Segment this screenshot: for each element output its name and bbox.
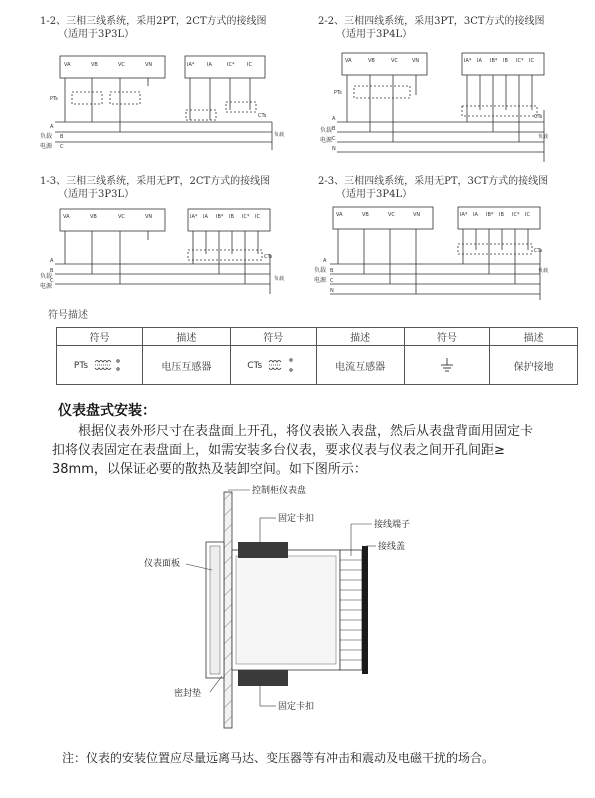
d12-load-label: 负载 <box>40 133 53 140</box>
diagram-1-2-title-line2: （适用于3P3L） <box>58 29 135 40</box>
d13-term-ic: IC <box>255 214 260 220</box>
d22-ct-label: CTs <box>534 114 543 120</box>
pt-symbol-cell <box>57 346 143 385</box>
d23-term-ia: IA <box>473 212 478 218</box>
symbol-table-header <box>57 328 578 346</box>
d22-term-vc: VC <box>391 58 398 64</box>
diagram-1-3-title-line2: （适用于3P3L） <box>58 189 135 200</box>
diagram-2-2-title-line1: 2-2、三相四线系统，采用3PT，3CT方式的接线图 <box>318 16 545 27</box>
d23-term-ib-star: IB* <box>486 212 494 218</box>
d23-line-b: B <box>330 268 334 274</box>
pt-symbol-label: PTs <box>73 361 89 371</box>
ct-symbol-label: CTs <box>247 361 263 371</box>
d13-load-label: 负载 <box>40 273 53 280</box>
d22-term-ic-star: IC* <box>516 58 524 64</box>
d23-term-vn: VN <box>413 212 421 218</box>
diagram-1-2-title-line1: 1-2、三相三线系统，采用2PT，2CT方式的接线图 <box>40 16 267 27</box>
d12-line-a: A <box>50 124 54 130</box>
d23-source-label: 电源 <box>314 277 327 284</box>
d23-line-a: A <box>323 258 327 264</box>
d12-ct-label: CTs <box>258 113 267 119</box>
diagram-2-2-title-line2: （适用于3P4L） <box>336 29 413 40</box>
d13-line-b: B <box>50 268 54 274</box>
d12-term-ic-star: IC* <box>227 62 235 68</box>
d13-source-label: 电源 <box>40 283 53 290</box>
symbol-caption: 符号描述 <box>48 310 88 321</box>
d12-term-ia-star: IA* <box>187 62 195 68</box>
symbol-header-3: 符号 <box>404 328 490 346</box>
label-seal: 密封垫 <box>174 689 202 699</box>
diagram-2-3-title <box>318 175 548 201</box>
d13-term-vc: VC <box>118 214 125 220</box>
d23-line-n: N <box>330 288 334 294</box>
symbol-table <box>56 327 578 385</box>
d12-term-vn: VN <box>145 62 153 68</box>
label-terminal-screw: 接线端子 <box>374 520 411 530</box>
d12-term-vc: VC <box>118 62 125 68</box>
install-heading: 仪表盘式安装： <box>58 403 156 419</box>
desc-header-3: 描述 <box>490 328 578 346</box>
d22-line-a: A <box>332 116 336 122</box>
d23-line-c: C <box>330 278 334 284</box>
install-note: 注：仪表的安装位置应尽量远离马达、变压器等有冲击和震动及电磁干扰的场合。 <box>62 751 495 765</box>
d13-term-ia-star: IA* <box>190 214 198 220</box>
label-panel: 控制柜仪表盘 <box>252 486 307 496</box>
symbol-header-1: 符号 <box>57 328 143 346</box>
d23-term-va: VA <box>336 212 343 218</box>
d13-term-vn: VN <box>145 214 153 220</box>
d13-term-ic-star: IC* <box>242 214 250 220</box>
diagram-1-3-title <box>40 175 270 201</box>
diagram-1-2-title <box>40 15 267 41</box>
symbol-header-2: 符号 <box>230 328 316 346</box>
d13-line-c: C <box>50 278 54 284</box>
ct-transformer-icon <box>265 357 299 373</box>
ground-symbol-cell <box>404 346 490 385</box>
d13-term-ib-star: IB* <box>216 214 224 220</box>
wiring-diagram-1-2 <box>40 50 290 154</box>
d22-load-label: 负载 <box>320 127 333 134</box>
d13-term-ib: IB <box>229 214 234 220</box>
diagram-1-3-title-line1: 1-3、三相三线系统，采用无PT，2CT方式的接线图 <box>40 176 271 187</box>
d13-term-vb: VB <box>90 214 97 220</box>
d13-load-right: 负载 <box>274 276 285 282</box>
d22-term-ia-star: IA* <box>464 58 472 64</box>
d23-term-ic: IC <box>525 212 530 218</box>
d12-source-label: 电源 <box>40 143 53 150</box>
d22-pt-label: PTs <box>334 90 342 96</box>
d22-term-ic: IC <box>529 58 534 64</box>
ct-symbol-cell <box>230 346 316 385</box>
panel-mount-diagram <box>140 480 440 730</box>
label-clip-top: 固定卡扣 <box>278 514 315 524</box>
d13-line-a: A <box>50 258 54 264</box>
install-paragraph-line2: 扣将仪表固定在表盘面上，如需安装多台仪表，要求仪表与仪表之间开孔间距≥ <box>52 443 505 458</box>
d23-term-ic-star: IC* <box>512 212 520 218</box>
d22-line-c: C <box>332 136 336 142</box>
diagram-2-2-title <box>318 15 545 41</box>
d22-load-right: 负载 <box>538 134 549 140</box>
d23-term-ib: IB <box>499 212 504 218</box>
d12-load-right: 负载 <box>274 132 285 138</box>
install-paragraph-line1: 根据仪表外形尺寸在表盘面上开孔，将仪表嵌入表盘，然后从表盘背面用固定卡 <box>78 424 534 439</box>
d22-line-n: N <box>332 146 336 152</box>
wiring-diagram-1-3 <box>40 206 295 298</box>
ground-icon <box>439 357 455 373</box>
label-meter-face: 仪表面板 <box>144 559 181 569</box>
d12-term-ic: IC <box>247 62 252 68</box>
d22-term-va: VA <box>345 58 352 64</box>
d12-line-c: C <box>60 144 64 150</box>
d22-term-ib-star: IB* <box>490 58 498 64</box>
install-paragraph-line3: 38mm，以保证必要的散热及装卸空间。如下图所示： <box>52 462 367 477</box>
d22-source-label: 电源 <box>320 137 333 144</box>
d22-term-ib: IB <box>503 58 508 64</box>
ground-description: 保护接地 <box>490 346 578 385</box>
d23-term-vb: VB <box>362 212 369 218</box>
d22-term-vn: VN <box>412 58 420 64</box>
d13-ct-label: CTs <box>264 254 273 260</box>
d13-term-va: VA <box>63 214 70 220</box>
d22-term-vb: VB <box>368 58 375 64</box>
d23-ct-label: CTs <box>534 248 543 254</box>
diagram-2-3-title-line1: 2-3、三相四线系统，采用无PT，3CT方式的接线图 <box>318 176 549 187</box>
wiring-diagram-2-2 <box>322 50 562 165</box>
label-terminal-cover: 接线盖 <box>378 542 406 552</box>
d23-load-right: 负载 <box>538 268 549 274</box>
desc-header-2: 描述 <box>316 328 404 346</box>
install-paragraph <box>52 422 582 479</box>
d12-term-va: VA <box>64 62 71 68</box>
d22-term-ia: IA <box>477 58 482 64</box>
pt-transformer-icon <box>91 357 125 373</box>
d13-term-ia: IA <box>203 214 208 220</box>
diagram-2-3-title-line2: （适用于3P4L） <box>336 189 413 200</box>
desc-header-1: 描述 <box>143 328 231 346</box>
pt-description: 电压互感器 <box>143 346 231 385</box>
wiring-diagram-2-3 <box>314 204 558 304</box>
symbol-table-row <box>57 346 578 385</box>
d23-load-label: 负载 <box>314 267 327 274</box>
d23-term-vc: VC <box>388 212 395 218</box>
label-clip-bottom: 固定卡扣 <box>278 702 315 712</box>
d12-term-ia: IA <box>207 62 212 68</box>
d12-term-vb: VB <box>91 62 98 68</box>
d12-pt-label: PTs <box>50 96 58 102</box>
d12-line-b: B <box>60 134 64 140</box>
d23-term-ia-star: IA* <box>460 212 468 218</box>
d22-line-b: B <box>332 126 336 132</box>
ct-description: 电流互感器 <box>316 346 404 385</box>
